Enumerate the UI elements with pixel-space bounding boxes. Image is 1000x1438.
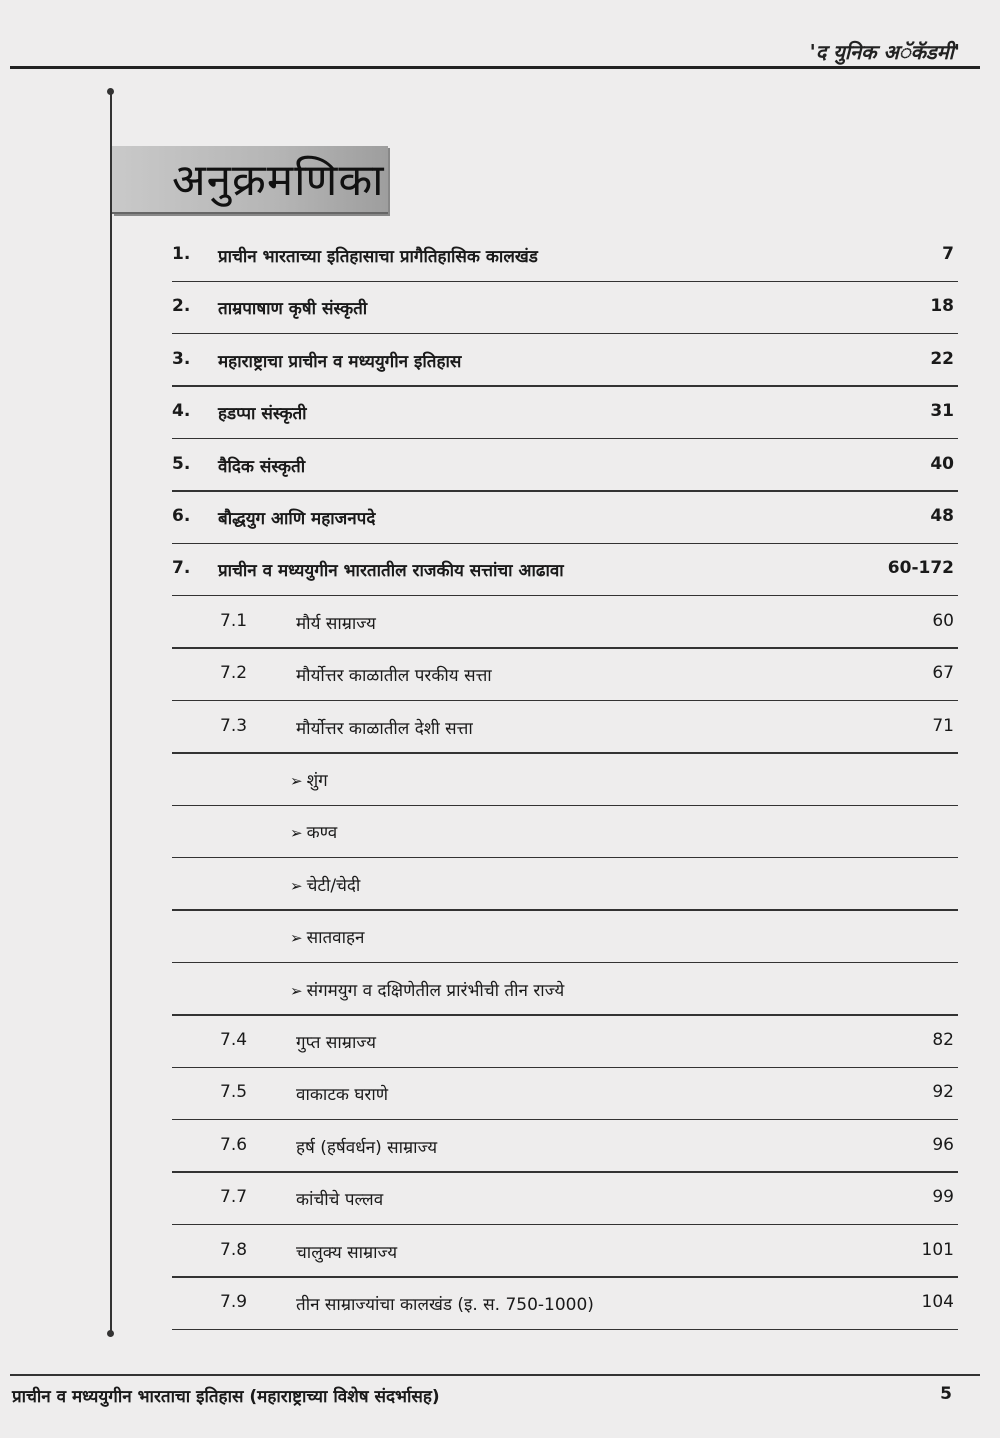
toc-title: वैदिक संस्कृती — [218, 456, 306, 477]
arrow-bullet-icon: ➢ — [290, 981, 303, 1000]
toc-row — [172, 387, 958, 439]
toc-page-number: 101 — [921, 1239, 954, 1260]
arrow-bullet-icon: ➢ — [290, 824, 303, 843]
toc-number: 1. — [172, 244, 191, 264]
toc-row — [172, 440, 958, 492]
toc-row — [172, 335, 958, 387]
toc-title — [290, 768, 328, 791]
page-title: अनुक्रमणिका — [172, 155, 385, 206]
header-rule — [10, 66, 980, 69]
toc-page-number: 60 — [932, 610, 954, 631]
toc-row — [172, 544, 958, 596]
toc-row — [172, 230, 958, 282]
toc-number: 6. — [172, 506, 191, 526]
toc-row — [172, 859, 958, 911]
toc-title: मौर्योत्तर काळातील देशी सत्ता — [296, 718, 473, 739]
toc-row — [172, 754, 958, 806]
toc-row — [172, 911, 958, 963]
toc-row — [172, 1068, 958, 1120]
toc-title-text: शुंग — [306, 771, 328, 791]
toc-number: 7. — [172, 558, 191, 579]
toc-title: ताम्रपाषाण कृषी संस्कृती — [218, 299, 368, 320]
toc-number: 3. — [172, 348, 191, 369]
toc-title: हर्ष (हर्षवर्धन) साम्राज्य — [296, 1137, 438, 1158]
toc-page-number: 96 — [932, 1134, 954, 1155]
toc-number: 7.9 — [220, 1292, 248, 1312]
toc-page-number: 18 — [930, 296, 954, 317]
toc-title-text: सातवाहन — [306, 928, 365, 949]
toc-page-number: 104 — [921, 1292, 954, 1312]
toc-title: तीन साम्राज्यांचा कालखंड (इ. स. 750-1000) — [296, 1295, 594, 1315]
arrow-bullet-icon: ➢ — [290, 876, 303, 895]
toc-page-number: 40 — [930, 453, 954, 474]
toc-row — [172, 702, 958, 754]
toc-number: 7.6 — [220, 1134, 248, 1155]
toc-row — [172, 597, 958, 649]
margin-line-bottom-dot — [107, 1330, 114, 1337]
toc-title: चालुक्य साम्राज्य — [296, 1242, 398, 1263]
toc-title: मौर्योत्तर काळातील परकीय सत्ता — [296, 666, 492, 687]
toc-row — [172, 282, 958, 334]
toc-page-number: 48 — [930, 506, 954, 526]
footer-rule — [10, 1374, 980, 1376]
toc-number: 7.3 — [220, 715, 248, 736]
toc-title: प्राचीन भारताच्या इतिहासाचा प्रागैतिहासिक कालखंड — [218, 247, 538, 267]
margin-line-top-dot — [107, 88, 114, 95]
toc-number: 7.5 — [220, 1082, 248, 1103]
toc-page-number: 67 — [932, 663, 954, 684]
toc-number: 7.7 — [220, 1187, 248, 1208]
toc-page-number: 7 — [942, 244, 954, 264]
toc-title: वाकाटक घराणे — [296, 1085, 389, 1106]
toc-title — [290, 978, 564, 1001]
toc-title: बौद्धयुग आणि महाजनपदे — [218, 509, 376, 529]
toc-title: हडप्पा संस्कृती — [218, 404, 307, 425]
toc-row — [172, 649, 958, 701]
toc-title: मौर्य साम्राज्य — [296, 613, 376, 634]
toc-number: 7.8 — [220, 1239, 248, 1260]
toc-number: 2. — [172, 296, 191, 317]
toc-title — [290, 820, 337, 843]
toc-page-number: 60-172 — [887, 558, 954, 579]
toc-page-number: 99 — [932, 1187, 954, 1208]
toc-page-number: 31 — [930, 401, 954, 422]
page-number: 5 — [940, 1384, 952, 1404]
toc-row — [172, 492, 958, 544]
toc-row — [172, 806, 958, 858]
toc-title: महाराष्ट्राचा प्राचीन व मध्ययुगीन इतिहास — [218, 351, 462, 372]
toc-row — [172, 1173, 958, 1225]
toc-title-text: चेटी/चेदी — [306, 875, 361, 896]
toc-row — [172, 1016, 958, 1068]
toc-page-number: 71 — [932, 715, 954, 736]
toc-number: 4. — [172, 401, 191, 422]
arrow-bullet-icon: ➢ — [290, 929, 303, 948]
toc-row — [172, 964, 958, 1016]
margin-line — [110, 92, 112, 1332]
toc-title — [290, 925, 364, 948]
toc-row — [172, 1121, 958, 1173]
toc-title-text: संगमयुग व दक्षिणेतील प्रारंभीची तीन राज्ये — [306, 980, 565, 1001]
toc-number: 7.1 — [220, 610, 248, 631]
toc-number: 7.4 — [220, 1030, 248, 1050]
publisher-brand: 'द युनिक अॅकॅडमी' — [809, 40, 960, 64]
toc-title-text: कण्व — [306, 823, 338, 844]
toc-title: प्राचीन व मध्ययुगीन भारतातील राजकीय सत्तांचा आढावा — [218, 561, 564, 582]
book-title-footer: प्राचीन व मध्ययुगीन भारताचा इतिहास (महाराष्ट्राच्या विशेष संदर्भासह) — [12, 1387, 440, 1407]
arrow-bullet-icon: ➢ — [290, 772, 303, 790]
toc-title: कांचीचे पल्लव — [296, 1190, 384, 1211]
toc-page-number: 92 — [932, 1082, 954, 1103]
toc-title — [290, 873, 360, 896]
toc-row-rule — [172, 1329, 958, 1331]
toc-title: गुप्त साम्राज्य — [296, 1033, 376, 1053]
toc-page-number: 22 — [930, 348, 954, 369]
toc-page-number: 82 — [932, 1030, 954, 1050]
toc-row — [172, 1226, 958, 1278]
toc-number: 7.2 — [220, 663, 248, 684]
toc-number: 5. — [172, 453, 191, 474]
toc-row — [172, 1278, 958, 1330]
